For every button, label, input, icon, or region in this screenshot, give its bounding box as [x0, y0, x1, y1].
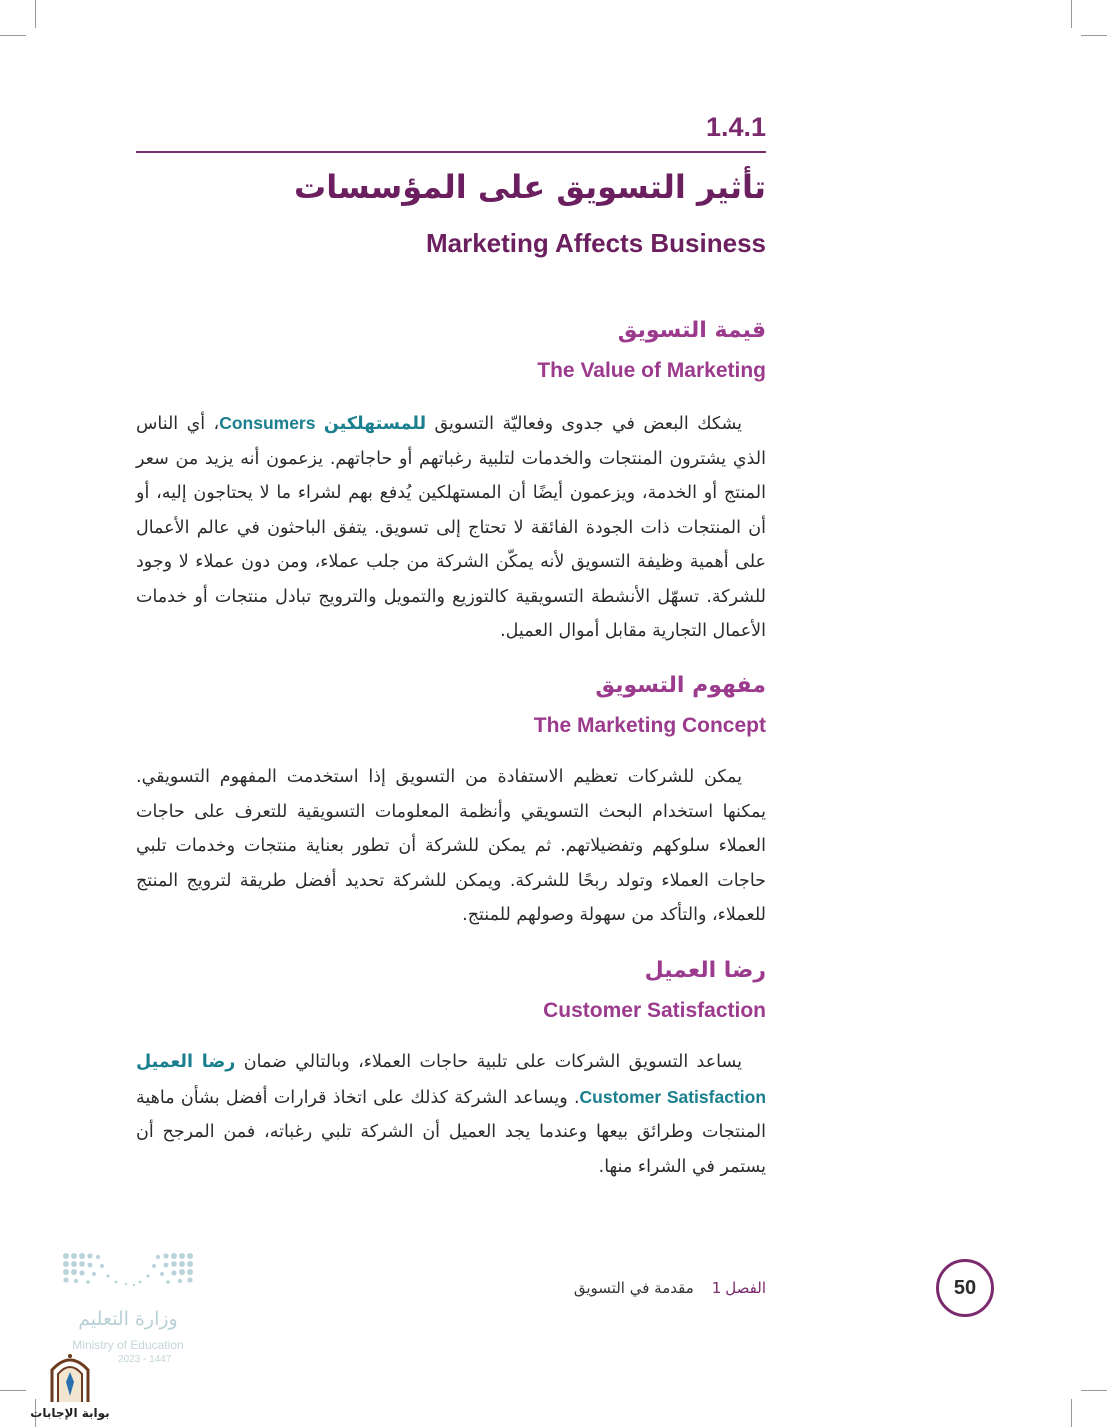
crop-mark	[35, 0, 36, 28]
chapter-footer	[500, 1279, 766, 1297]
answers-portal-badge	[30, 1348, 110, 1420]
chapter-number: 1	[711, 1279, 722, 1297]
crop-mark	[0, 35, 26, 36]
section-divider	[136, 151, 766, 153]
chapter-title: مقدمة في التسويق	[573, 1279, 694, 1297]
concept-paragraph	[136, 760, 766, 933]
concept-heading-english: The Marketing Concept	[533, 714, 766, 737]
concept-text: يمكن للشركات تعظيم الاستفادة من التسويق إذا استخدمت المفهوم التسويقي. يمكنها استخدام البحث التسويقي وأنظمة المعلومات التسويقية للتعرف على حاجات العملاء سلوكهم وتفضيلاتهم. ثم يمكن للشركة أن تطور بعناية منتجات وخدمات تلبي حاجات العملاء وتولد ربحًا للشركة. ويمكن للشركة تحديد أفضل طريقة لترويج المنتج للعملاء، والتأكد من سهولة وصولهم للمنتج.	[136, 767, 766, 925]
ministry-name-arabic: وزارة التعليم	[78, 1308, 178, 1330]
value-heading-english: The Value of Marketing	[537, 359, 766, 382]
chapter-label: الفصل	[725, 1279, 766, 1297]
satisfaction-heading-arabic: رضا العميل	[644, 958, 766, 983]
crop-mark	[1081, 1390, 1107, 1391]
term-satisfaction-english: Customer Satisfaction	[579, 1086, 767, 1107]
ministry-dots-icon	[58, 1250, 198, 1300]
page-title-english: Marketing Affects Business	[425, 228, 766, 258]
value-heading-arabic: قيمة التسويق	[617, 318, 766, 343]
crop-mark	[1081, 35, 1107, 36]
satisfaction-paragraph	[136, 1045, 766, 1184]
ministry-year: 2023 - 1447	[118, 1354, 172, 1365]
term-satisfaction-arabic: رضا العميل	[136, 1052, 236, 1072]
value-text-end: ، أي الناس الذي يشترون المنتجات والخدمات لتلبية رغباتهم أو حاجاتهم. يزعمون أنه يزيد من سعر المنتج أو الخدمة، ويزعمون أيضًا أن المستهلكين يُدفع بهم لشراء ما لا يحتاجون إليه، أو أن المنتجات ذات الجودة الفائقة لا تحتاج إلى تسويق. يتفق الباحثون في عالم الأعمال على أهمية وظيفة التسويق لأنه يمكّن الشركة من جلب عملاء، ومن دون عملاء لا وجود للشركة. تسهّل الأنشطة التسويقية كالتوزيع والتمويل والترويج تبادل منتجات أو خدمات الأعمال التجارية مقابل أموال العميل.	[136, 414, 766, 641]
page-number	[936, 1259, 994, 1317]
term-consumers-english: Consumers	[219, 413, 316, 433]
concept-heading-arabic: مفهوم التسويق	[595, 673, 766, 698]
section-number: 1.4.1	[705, 112, 766, 142]
crop-mark	[1071, 1399, 1072, 1427]
satisfaction-text-end: . ويساعد الشركة كذلك على اتخاذ قرارات أفضل بشأن ماهية المنتجات وطرائق بيعها وعندما يجد العميل أن الشركة تلبي رغباته، فمن المرجح أن يستمر في الشراء منها.	[136, 1087, 766, 1177]
value-text-start: يشكك البعض في جدوى وفعاليّة التسويق	[426, 414, 742, 434]
crop-mark	[1071, 0, 1072, 28]
portal-arch-icon	[30, 1348, 110, 1404]
term-consumers-arabic: للمستهلكين	[323, 414, 427, 434]
portal-label: بوابة الإجابات	[30, 1406, 110, 1420]
page-number-text: 50	[953, 1276, 977, 1299]
ministry-name-english: Ministry of Education	[72, 1338, 184, 1352]
page-title-arabic: تأثير التسويق على المؤسسات	[294, 168, 766, 206]
satisfaction-text-start: يساعد التسويق الشركات على تلبية حاجات العملاء، وبالتالي ضمان	[235, 1052, 743, 1072]
crop-mark	[0, 1390, 26, 1391]
value-paragraph	[136, 406, 766, 649]
satisfaction-heading-english: Customer Satisfaction	[543, 999, 766, 1022]
